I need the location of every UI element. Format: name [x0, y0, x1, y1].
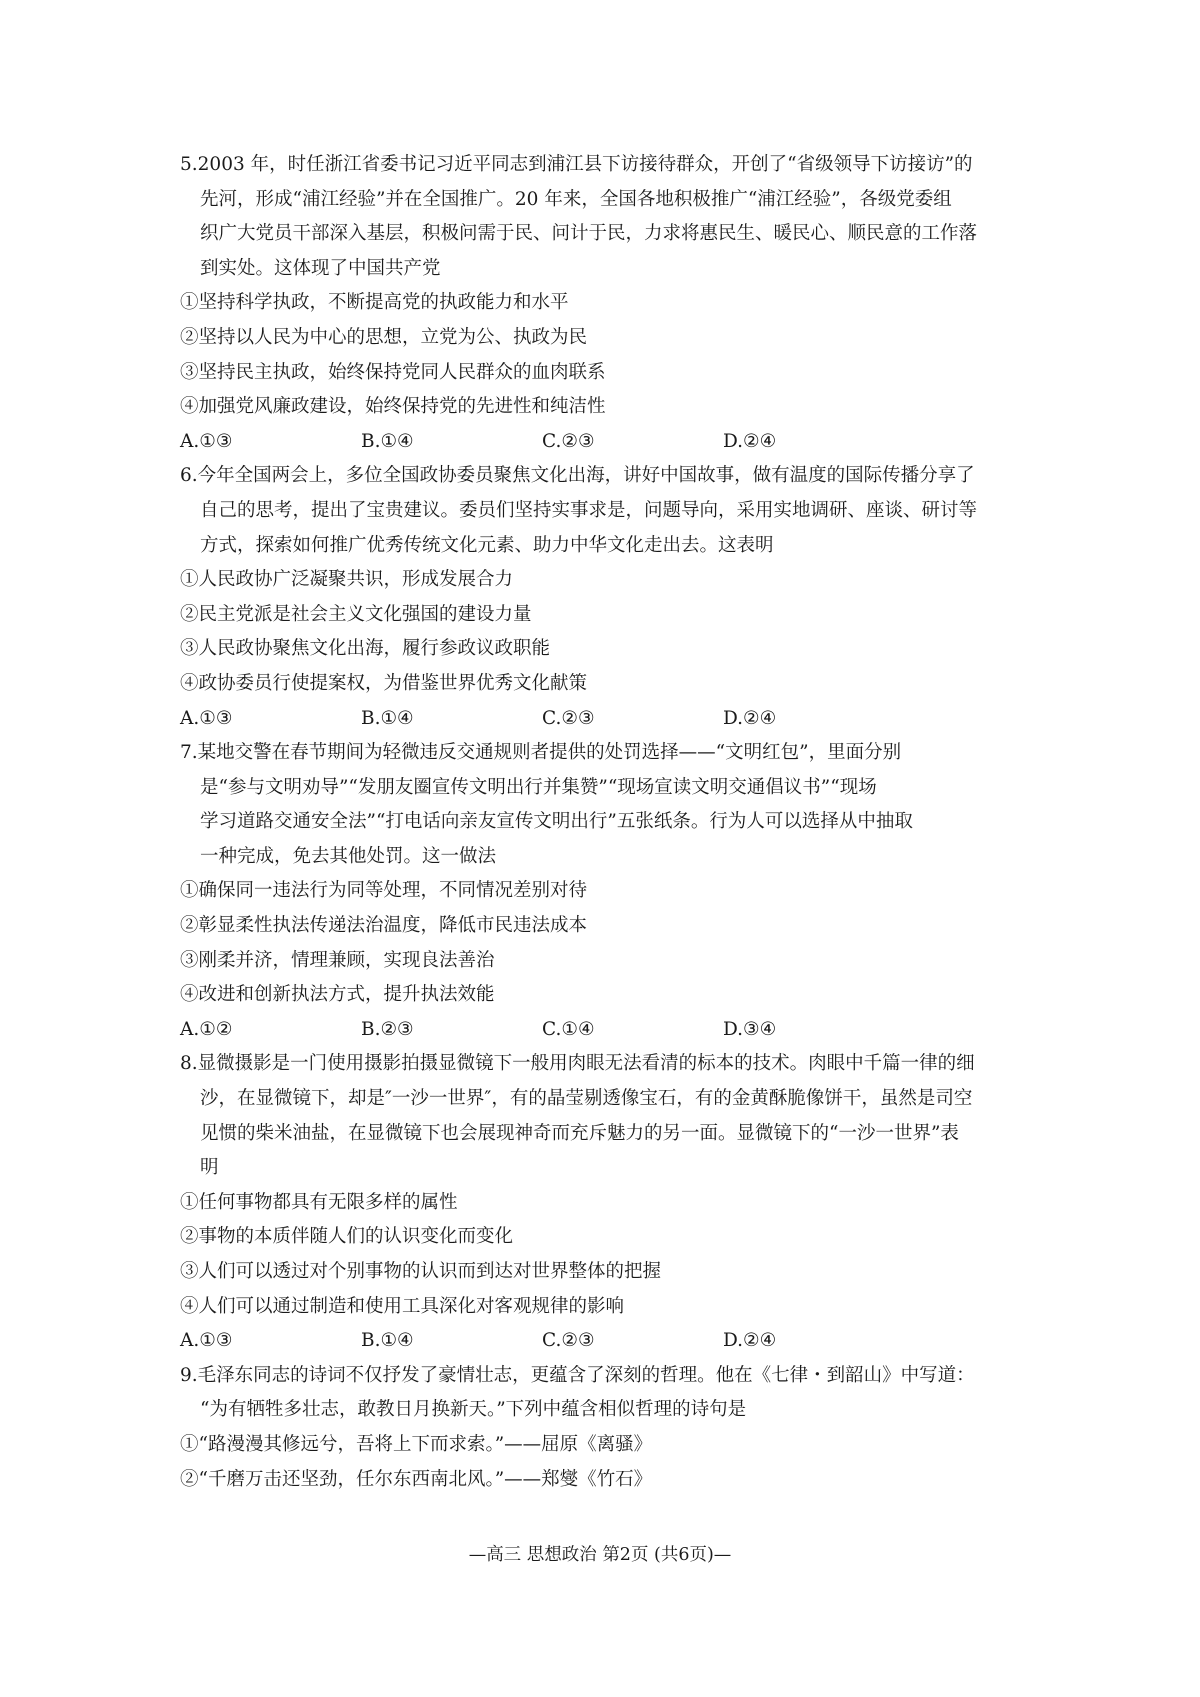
statement-item: ①任何事物都具有无限多样的属性	[180, 1191, 458, 1213]
answer-option: D.②④	[723, 707, 777, 729]
statement-item: ②“千磨万击还坚劲，任尔东西南北风。”——郑燮《竹石》	[180, 1468, 653, 1490]
statement-item: ①坚持科学执政，不断提高党的执政能力和水平	[180, 292, 569, 314]
statement-item: ②坚持以人民为中心的思想，立党为公、执政为民	[180, 326, 588, 348]
question-stem-first-line: 9.毛泽东同志的诗词不仅抒发了豪情壮志，更蕴含了深刻的哲理。他在《七律・到韶山》中写道：	[180, 1364, 975, 1386]
answer-option: D.②④	[723, 1330, 777, 1352]
statement-item: ④人们可以通过制造和使用工具深化对客观规律的影响	[180, 1295, 625, 1317]
answer-option: B.②③	[361, 1018, 414, 1040]
answer-option: A.①③	[180, 1330, 233, 1352]
statement-item: ①人民政协广泛凝聚共识，形成发展合力	[180, 569, 514, 591]
question-stem-line: “为有牺牲多壮志，敢教日月换新天。”下列中蕴含相似哲理的诗句是	[200, 1399, 747, 1421]
statement-item: ②事物的本质伴随人们的认识变化而变化	[180, 1226, 514, 1248]
answer-options-row	[180, 702, 1040, 737]
answer-options-row	[180, 1013, 1040, 1048]
question-stem-line: 是“参与文明劝导”“发朋友圈宣传文明出行并集赞”“现场宣读文明交通倡议书”“现场	[200, 776, 877, 798]
question-block	[180, 148, 1040, 459]
statement-item: ③刚柔并济，情理兼顾，实现良法善治	[180, 949, 495, 971]
question-stem-line: 到实处。这体现了中国共产党	[200, 257, 441, 279]
statement-item: ④加强党风廉政建设，始终保持党的先进性和纯洁性	[180, 396, 606, 418]
answer-option: C.②③	[542, 430, 595, 452]
answer-option: A.①③	[180, 430, 233, 452]
question-stem-line: 方式，探索如何推广优秀传统文化元素、助力中华文化走出去。这表明	[200, 534, 774, 556]
statement-item: ②民主党派是社会主义文化强国的建设力量	[180, 603, 532, 625]
answer-option: D.②④	[723, 430, 777, 452]
answer-option: B.①④	[361, 1330, 414, 1352]
statement-item: ①确保同一违法行为同等处理，不同情况差别对待	[180, 880, 588, 902]
answer-option: C.①④	[542, 1018, 595, 1040]
statement-item: ②彰显柔性执法传递法治温度，降低市民违法成本	[180, 915, 588, 937]
question-stem-line: 明	[200, 1157, 219, 1179]
answer-option: C.②③	[542, 1330, 595, 1352]
question-stem-line: 先河，形成“浦江经验”并在全国推广。20 年来，全国各地积极推广“浦江经验”，各级党委组	[200, 188, 952, 210]
answer-options-row	[180, 425, 1040, 460]
question-block	[180, 1047, 1040, 1358]
question-stem-line: 自己的思考，提出了宝贵建议。委员们坚持实事求是，问题导向，采用实地调研、座谈、研讨等	[200, 499, 978, 521]
statement-item: ①“路漫漫其修远兮，吾将上下而求索。”——屈原《离骚》	[180, 1433, 653, 1455]
statement-item: ③人们可以透过对个别事物的认识而到达对世界整体的把握	[180, 1261, 662, 1282]
question-stem-first-line: 7.某地交警在春节期间为轻微违反交通规则者提供的处罚选择——“文明红包”，里面分别	[180, 742, 902, 764]
question-block	[180, 459, 1040, 736]
question-stem-line: 沙，在显微镜下，却是″一沙一世界″，有的晶莹剔透像宝石，有的金黄酥脆像饼干，虽然是司空	[200, 1088, 973, 1110]
question-stem-first-line: 5.2003 年，时任浙江省委书记习近平同志到浦江县下访接待群众，开创了“省级领导下访接访”的	[180, 154, 973, 175]
statement-item: ③坚持民主执政，始终保持党同人民群众的血肉联系	[180, 361, 606, 383]
answer-options-row	[180, 1324, 1040, 1359]
statement-item: ④改进和创新执法方式，提升执法效能	[180, 984, 495, 1006]
statement-item: ③人民政协聚焦文化出海，履行参政议政职能	[180, 638, 551, 660]
answer-option: B.①④	[361, 430, 414, 452]
question-stem-line: 一种完成，免去其他处罚。这一做法	[200, 845, 497, 867]
answer-option: B.①④	[361, 707, 414, 729]
question-stem-first-line: 6.今年全国两会上，多位全国政协委员聚焦文化出海，讲好中国故事，做有温度的国际传播分享了	[180, 465, 975, 487]
question-stem-line: 学习道路交通安全法”“打电话向亲友宣传文明出行”五张纸条。行为人可以选择从中抽取	[200, 811, 913, 833]
answer-option: C.②③	[542, 707, 595, 729]
page-footer: —高三 思想政治 第2页 (共6页)—	[468, 1545, 732, 1565]
question-stem-line: 见惯的柴米油盐，在显微镜下也会展现神奇而充斥魅力的另一面。显微镜下的“一沙一世界”表	[200, 1122, 959, 1144]
question-stem-line: 织广大党员干部深入基层，积极问需于民、问计于民，力求将惠民生、暖民心、顺民意的工作落	[200, 223, 978, 245]
answer-option: A.①③	[180, 707, 233, 729]
question-list	[180, 148, 1040, 1497]
question-stem-first-line: 8.显微摄影是一门使用摄影拍摄显微镜下一般用肉眼无法看清的标本的技术。肉眼中千篇一律的细	[180, 1053, 975, 1075]
answer-option: A.①②	[180, 1018, 233, 1040]
question-block	[180, 1359, 1040, 1497]
answer-option: D.③④	[723, 1018, 777, 1040]
question-block	[180, 736, 1040, 1047]
statement-item: ④政协委员行使提案权，为借鉴世界优秀文化献策	[180, 672, 588, 694]
